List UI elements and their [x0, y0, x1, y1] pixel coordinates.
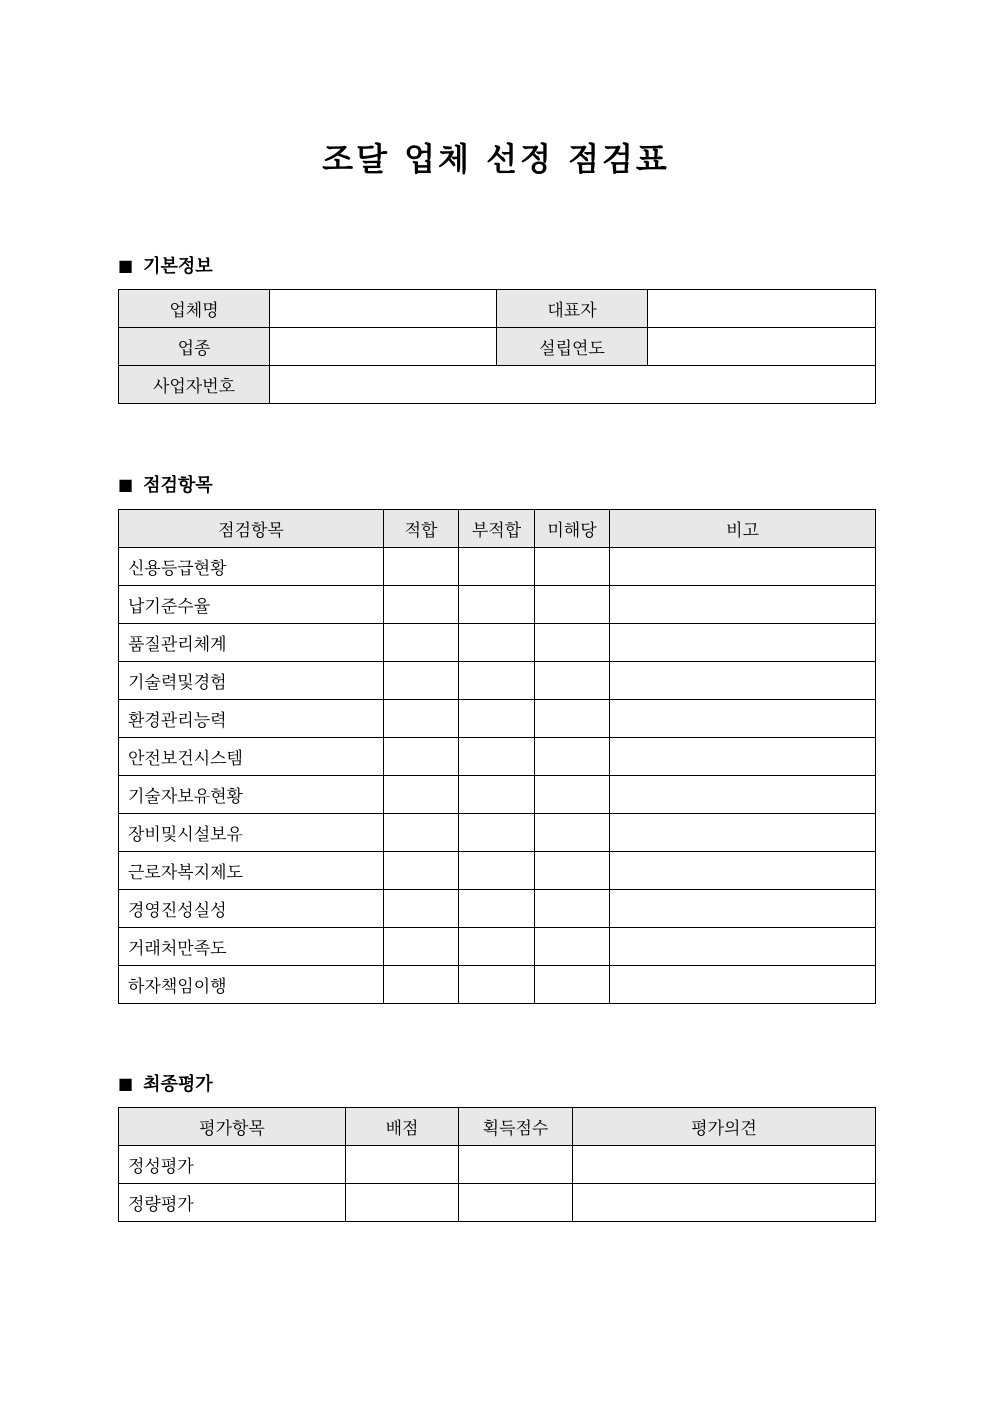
- suitable-cell[interactable]: [384, 548, 459, 586]
- column-header: 평가의견: [573, 1108, 876, 1146]
- unsuitable-cell[interactable]: [459, 738, 535, 776]
- unsuitable-cell[interactable]: [459, 814, 535, 852]
- founded-field[interactable]: [648, 328, 876, 366]
- item-label: 거래처만족도: [119, 928, 384, 966]
- table-row: [119, 700, 876, 738]
- suitable-cell[interactable]: [384, 776, 459, 814]
- not-applicable-cell[interactable]: [535, 662, 610, 700]
- unsuitable-cell[interactable]: [459, 662, 535, 700]
- remarks-cell[interactable]: [610, 700, 876, 738]
- remarks-cell[interactable]: [610, 928, 876, 966]
- table-row: [119, 1184, 876, 1222]
- column-header: 부적합: [459, 510, 535, 548]
- item-label: 근로자복지제도: [119, 852, 384, 890]
- column-header: 적합: [384, 510, 459, 548]
- remarks-cell[interactable]: [610, 548, 876, 586]
- company-name-field[interactable]: [270, 290, 497, 328]
- remarks-cell[interactable]: [610, 814, 876, 852]
- table-row: [119, 1146, 876, 1184]
- not-applicable-cell[interactable]: [535, 814, 610, 852]
- item-label: 경영진성실성: [119, 890, 384, 928]
- black-square-icon: ■: [118, 255, 134, 275]
- remarks-cell[interactable]: [610, 738, 876, 776]
- suitable-cell[interactable]: [384, 624, 459, 662]
- black-square-icon: ■: [118, 474, 134, 494]
- section-heading-basic: [118, 253, 213, 277]
- not-applicable-cell[interactable]: [535, 928, 610, 966]
- item-label: 장비및시설보유: [119, 814, 384, 852]
- check-items-table: [118, 509, 876, 1004]
- allocated-score-cell[interactable]: [346, 1184, 459, 1222]
- section-heading-check: [118, 472, 213, 496]
- table-row: [119, 890, 876, 928]
- table-row: [119, 290, 876, 328]
- unsuitable-cell[interactable]: [459, 928, 535, 966]
- table-header-row: [119, 1108, 876, 1146]
- table-row: [119, 328, 876, 366]
- item-label: 정성평가: [119, 1146, 346, 1184]
- table-row: [119, 814, 876, 852]
- section-heading-check-label: 점검항목: [143, 475, 213, 496]
- ceo-label: 대표자: [497, 290, 648, 328]
- item-label: 정량평가: [119, 1184, 346, 1222]
- table-row: [119, 366, 876, 404]
- item-label: 납기준수율: [119, 586, 384, 624]
- suitable-cell[interactable]: [384, 890, 459, 928]
- bizno-field[interactable]: [270, 366, 876, 404]
- ceo-field[interactable]: [648, 290, 876, 328]
- evaluation-opinion-cell[interactable]: [573, 1184, 876, 1222]
- suitable-cell[interactable]: [384, 852, 459, 890]
- table-row: [119, 738, 876, 776]
- suitable-cell[interactable]: [384, 928, 459, 966]
- table-row: [119, 776, 876, 814]
- item-label: 기술자보유현황: [119, 776, 384, 814]
- suitable-cell[interactable]: [384, 966, 459, 1004]
- not-applicable-cell[interactable]: [535, 700, 610, 738]
- not-applicable-cell[interactable]: [535, 738, 610, 776]
- page-title: 조달 업체 선정 점검표: [322, 140, 670, 178]
- item-label: 안전보건시스템: [119, 738, 384, 776]
- unsuitable-cell[interactable]: [459, 548, 535, 586]
- remarks-cell[interactable]: [610, 966, 876, 1004]
- section-heading-basic-label: 기본정보: [143, 256, 213, 277]
- column-header: 획득점수: [459, 1108, 573, 1146]
- not-applicable-cell[interactable]: [535, 624, 610, 662]
- remarks-cell[interactable]: [610, 662, 876, 700]
- column-header: 배점: [346, 1108, 459, 1146]
- bizno-label: 사업자번호: [119, 366, 270, 404]
- table-row: [119, 548, 876, 586]
- unsuitable-cell[interactable]: [459, 966, 535, 1004]
- evaluation-opinion-cell[interactable]: [573, 1146, 876, 1184]
- section-heading-final: [118, 1071, 213, 1095]
- not-applicable-cell[interactable]: [535, 776, 610, 814]
- allocated-score-cell[interactable]: [346, 1146, 459, 1184]
- suitable-cell[interactable]: [384, 738, 459, 776]
- table-row: [119, 852, 876, 890]
- suitable-cell[interactable]: [384, 814, 459, 852]
- obtained-score-cell[interactable]: [459, 1146, 573, 1184]
- column-header: 비고: [610, 510, 876, 548]
- remarks-cell[interactable]: [610, 624, 876, 662]
- industry-field[interactable]: [270, 328, 497, 366]
- table-row: [119, 966, 876, 1004]
- final-evaluation-table: [118, 1107, 876, 1222]
- founded-label: 설립연도: [497, 328, 648, 366]
- not-applicable-cell[interactable]: [535, 548, 610, 586]
- item-label: 신용등급현황: [119, 548, 384, 586]
- unsuitable-cell[interactable]: [459, 700, 535, 738]
- suitable-cell[interactable]: [384, 700, 459, 738]
- unsuitable-cell[interactable]: [459, 776, 535, 814]
- item-label: 하자책임이행: [119, 966, 384, 1004]
- suitable-cell[interactable]: [384, 586, 459, 624]
- unsuitable-cell[interactable]: [459, 890, 535, 928]
- item-label: 환경관리능력: [119, 700, 384, 738]
- unsuitable-cell[interactable]: [459, 624, 535, 662]
- industry-label: 업종: [119, 328, 270, 366]
- unsuitable-cell[interactable]: [459, 586, 535, 624]
- suitable-cell[interactable]: [384, 662, 459, 700]
- column-header: 평가항목: [119, 1108, 346, 1146]
- basic-info-table: [118, 289, 876, 404]
- not-applicable-cell[interactable]: [535, 586, 610, 624]
- item-label: 품질관리체계: [119, 624, 384, 662]
- remarks-cell[interactable]: [610, 776, 876, 814]
- black-square-icon: ■: [118, 1073, 134, 1093]
- table-row: [119, 928, 876, 966]
- column-header: 미해당: [535, 510, 610, 548]
- remarks-cell[interactable]: [610, 852, 876, 890]
- table-row: [119, 624, 876, 662]
- remarks-cell[interactable]: [610, 890, 876, 928]
- not-applicable-cell[interactable]: [535, 890, 610, 928]
- column-header: 점검항목: [119, 510, 384, 548]
- section-heading-final-label: 최종평가: [143, 1074, 213, 1095]
- not-applicable-cell[interactable]: [535, 852, 610, 890]
- table-row: [119, 662, 876, 700]
- obtained-score-cell[interactable]: [459, 1184, 573, 1222]
- table-header-row: [119, 510, 876, 548]
- table-row: [119, 586, 876, 624]
- not-applicable-cell[interactable]: [535, 966, 610, 1004]
- company-name-label: 업체명: [119, 290, 270, 328]
- remarks-cell[interactable]: [610, 586, 876, 624]
- unsuitable-cell[interactable]: [459, 852, 535, 890]
- item-label: 기술력및경험: [119, 662, 384, 700]
